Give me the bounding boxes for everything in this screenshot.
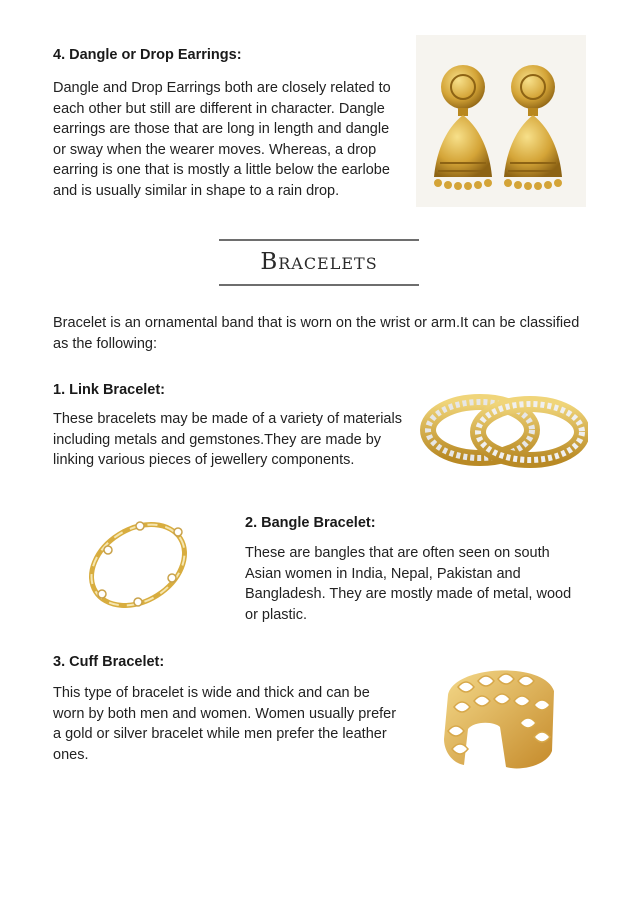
title-rule-bottom (219, 284, 419, 286)
bangle-bracelet-image (80, 510, 200, 614)
cuff-bracelet-heading: 3. Cuff Bracelet: (53, 654, 165, 670)
cuff-bracelet-image (434, 655, 564, 773)
link-bracelet-heading: 1. Link Bracelet: (53, 382, 166, 398)
bracelets-title: Bracelets (260, 249, 378, 275)
bracelets-intro: Bracelet is an ornamental band that is worn on the wrist or arm.It can be classified as the following: (53, 315, 580, 352)
earrings-heading: 4. Dangle or Drop Earrings: (53, 47, 242, 63)
bangle-bracelet-heading: 2. Bangle Bracelet: (245, 515, 376, 531)
cuff-bracelet-description: This type of bracelet is wide and thick and can be worn by both men and women. Women usually prefer a gold or silver bracelet while men prefer the leather ones. (53, 685, 397, 763)
link-bracelet-image (418, 392, 588, 470)
title-rule-top (219, 239, 419, 241)
link-bracelet-description: These bracelets may be made of a variety of materials including metals and gemstones.They are made by linking various pieces of jewellery components. (53, 411, 402, 468)
bangle-bracelet-description: These are bangles that are often seen on south Asian women in India, Nepal, Pakistan and Bangladesh. They are mostly made of metal, wood or plastic. (245, 545, 572, 623)
earrings-description: Dangle and Drop Earrings both are closely related to each other but still are different in character. Dangle earrings are those that are long in length and dangle or sway when the wearer moves. Whereas, a drop earring is one that is mostly a little below the earlobe and is usually similar in shape to a rain drop. (53, 80, 391, 199)
dangle-earrings-image (416, 35, 586, 207)
